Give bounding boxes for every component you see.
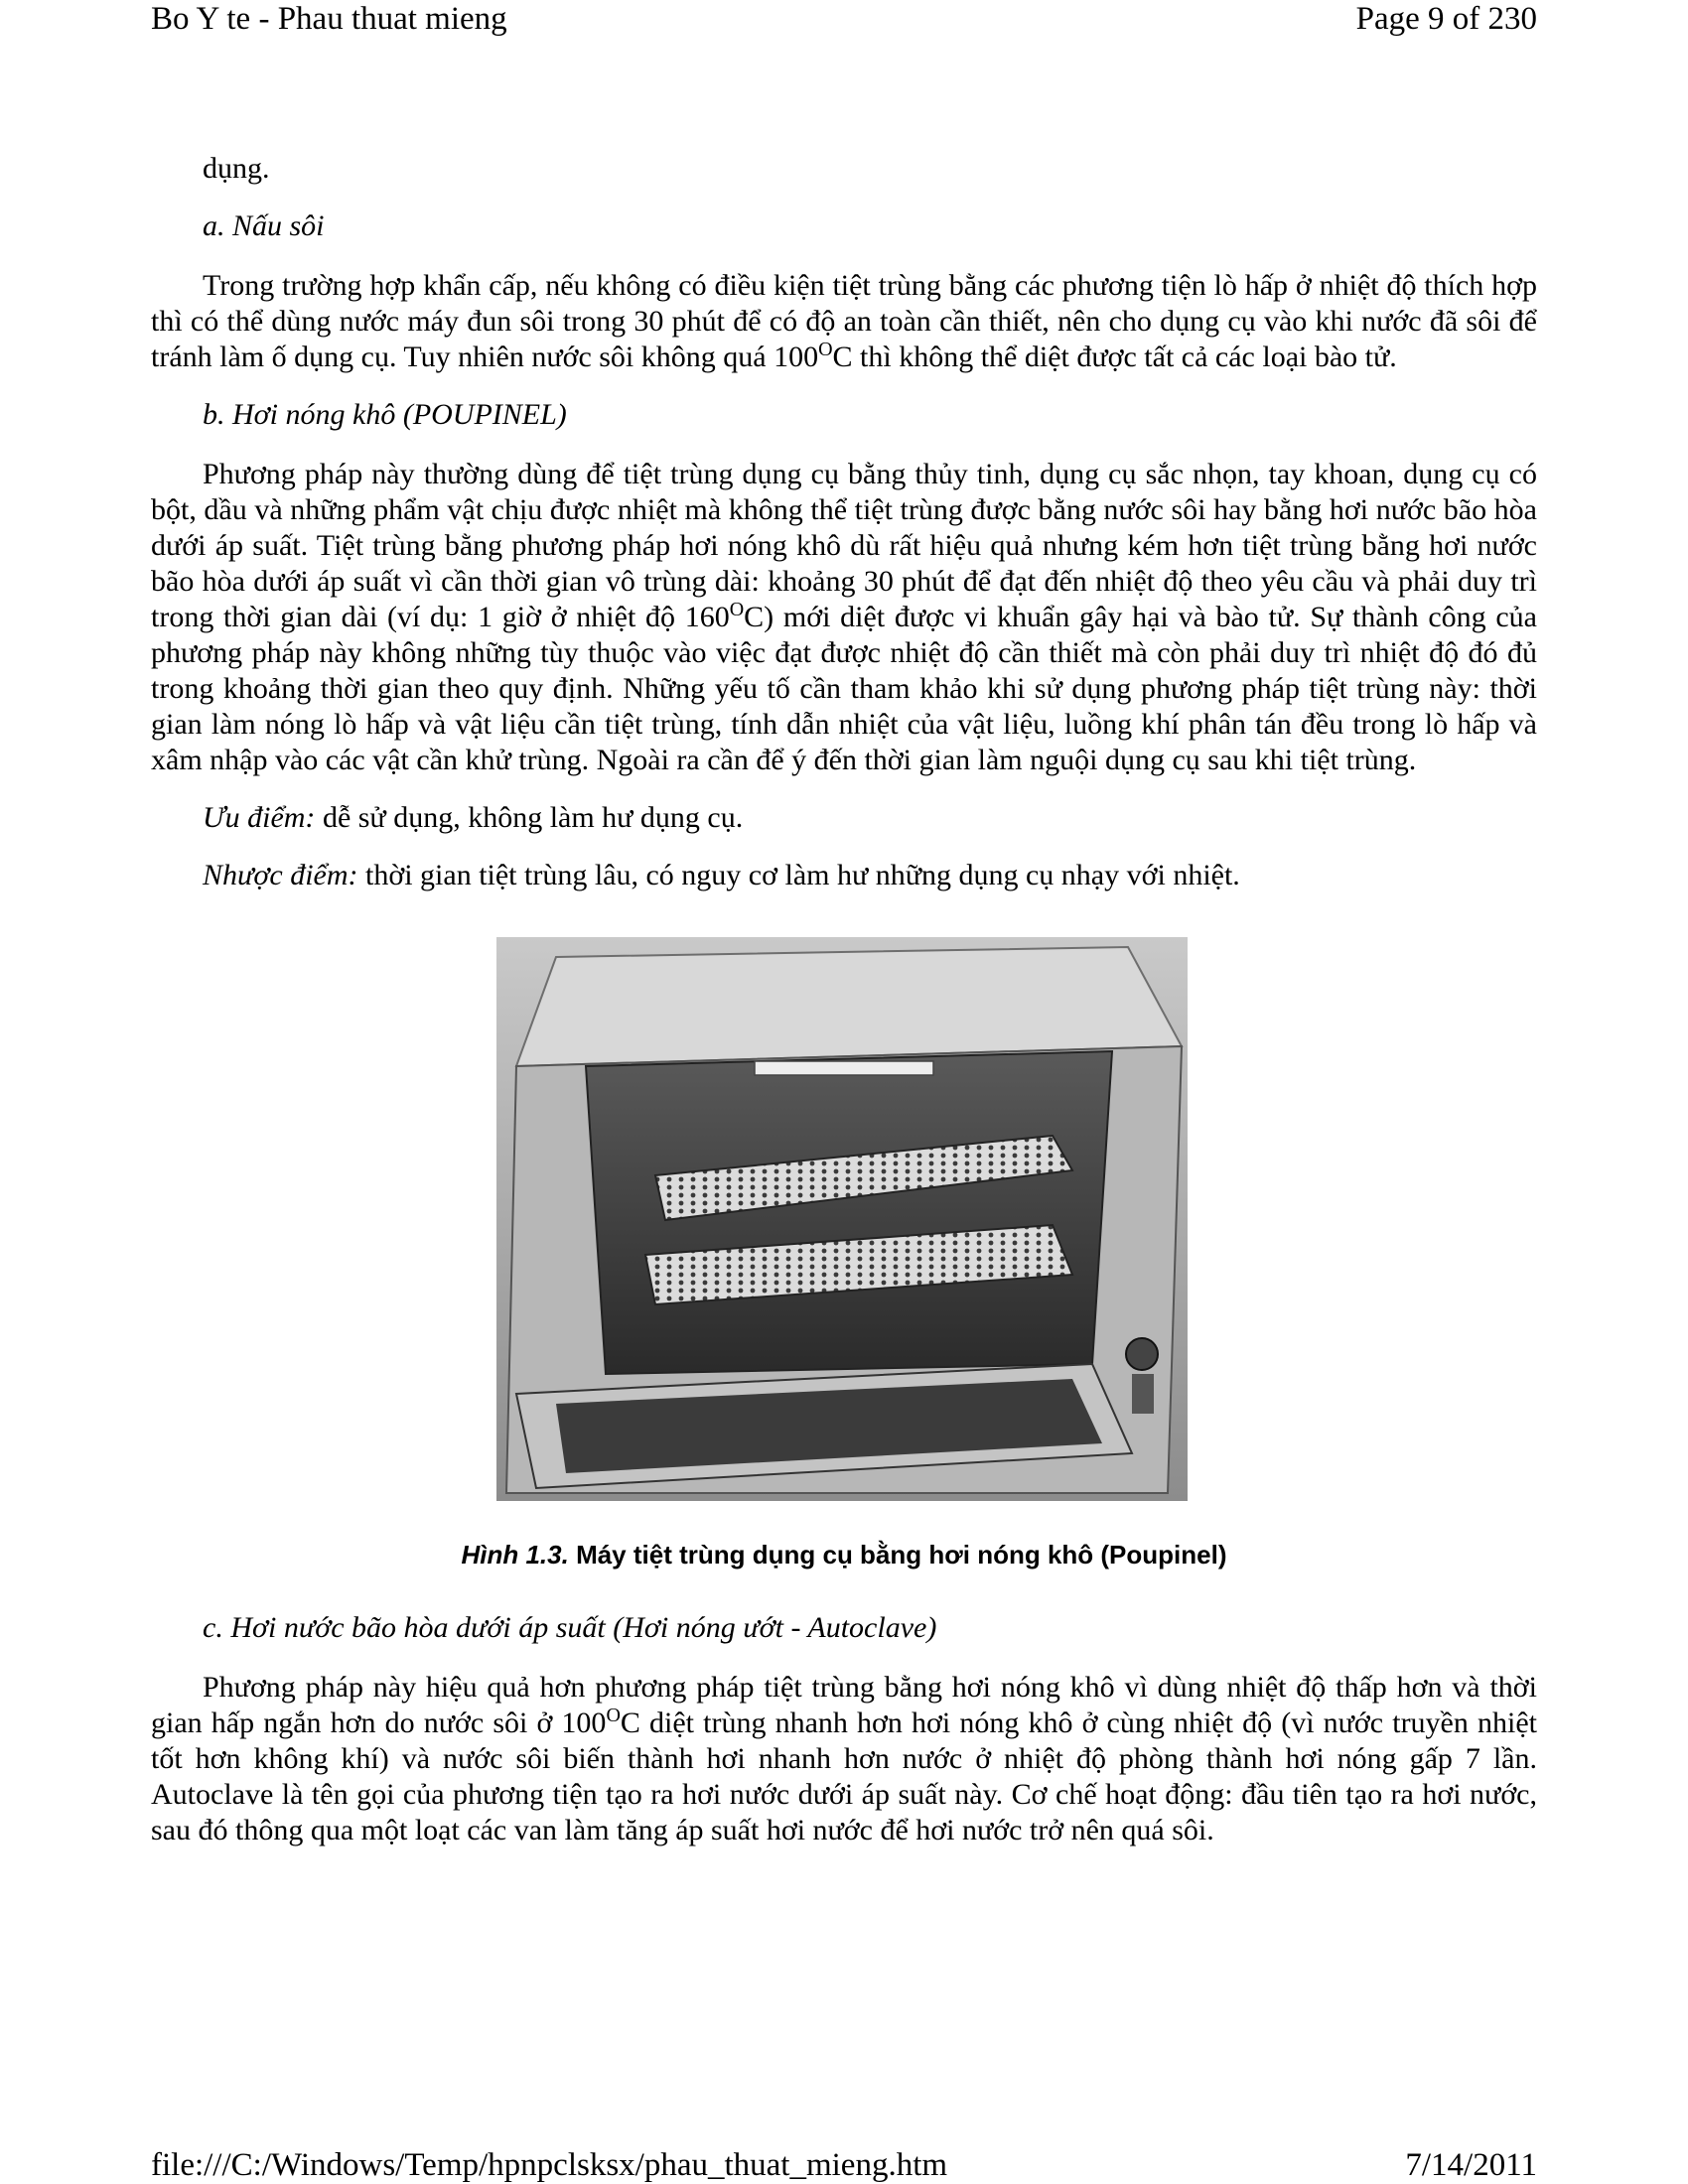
paragraph-dry-heat: Phương pháp này thường dùng để tiệt trùng dụng cụ bằng thủy tinh, dụng cụ sắc nhọn, tay khoan, dụng cụ có bột, dầu và những phẩm vật chịu được nhiệt mà không thể tiệt trùng được bằng nước sôi hay bằng hơi nước bão hòa dưới áp suất. Tiệt trùng bằng phương pháp hơi nóng khô dù rất hiệu quả nhưng kém hơn tiệt trùng bằng hơi nước bão hòa dưới áp suất vì cần thời gian vô trùng dài: khoảng 30 phút để đạt đến nhiệt độ theo yêu cầu và phải duy trì trong thời gian dài (ví dụ: 1 giờ ở nhiệt độ $160^OC$) mới diệt được vi khuẩn gây hại và bào tử. Sự thành công của phương pháp này không những tùy thuộc vào việc đạt được nhiệt độ cần thiết mà còn phải duy trì nhiệt độ đó đủ trong khoảng thời gian theo quy định. Những yếu tố cần tham khảo khi sử dụng phương pháp tiệt trùng này: thời gian làm nóng lò hấp và vật liệu cần tiệt trùng, tính dẫn nhiệt của vật liệu, luồng khí phân tán đều trong lò hấp và xâm nhập vào các vật cần khử trùng. Ngoài ra cần để ý đến thời gian làm nguội dụng cụ sau khi tiệt trùng.	[151, 458, 1537, 776]
section-heading-b: b. Hơi nóng khô (POUPINEL)	[203, 398, 567, 431]
section-heading-a: a. Nấu sôi	[203, 209, 325, 242]
sterilizer-illustration	[496, 937, 1188, 1501]
figure-caption: Hình 1.3. Máy tiệt trùng dụng cụ bằng hơi nóng khô (Poupinel)	[461, 1540, 1227, 1570]
print-date: 7/14/2011	[1405, 2147, 1537, 2183]
page-header-title: Bo Y te - Phau thuat mieng	[151, 1, 507, 37]
document-body	[151, 151, 1537, 1848]
section-heading-c: c. Hơi nước bão hòa dưới áp suất (Hơi nóng ướt - Autoclave)	[203, 1611, 937, 1644]
continuation-line: dụng.	[203, 152, 270, 185]
disadvantages-line: Nhược điểm: thời gian tiệt trùng lâu, có nguy cơ làm hư những dụng cụ nhạy với nhiệt.	[203, 859, 1240, 891]
paragraph-autoclave: Phương pháp này hiệu quả hơn phương pháp tiệt trùng bằng hơi nóng khô vì dùng nhiệt độ thấp hơn và thời gian hấp ngắn hơn do nước sôi ở $100^OC$ diệt trùng nhanh hơn hơi nóng khô ở cùng nhiệt độ (vì nước truyền nhiệt tốt hơn không khí) và nước sôi biến thành hơi nhanh hơn nước ở nhiệt độ phòng thành hơi nóng gấp 7 lần. Autoclave là tên gọi của phương tiện tạo ra hơi nước dưới áp suất này. Cơ chế hoạt động: đầu tiên tạo ra hơi nước, sau đó thông qua một loạt các van làm tăng áp suất hơi nước để hơi nước trở nên quá sôi.	[151, 1671, 1537, 1846]
advantages-line: Ưu điểm: dễ sử dụng, không làm hư dụng cụ.	[203, 801, 744, 834]
file-path: file:///C:/Windows/Temp/hpnpclsksx/phau_thuat_mieng.htm	[151, 2147, 948, 2183]
page-number: Page 9 of 230	[1355, 1, 1537, 37]
poupinel-photo	[496, 937, 1188, 1501]
paragraph-boiling: Trong trường hợp khẩn cấp, nếu không có điều kiện tiệt trùng bằng các phương tiện lò hấp ở nhiệt độ thích hợp thì có thể dùng nước máy đun sôi trong 30 phút để có độ an toàn cần thiết, nên cho dụng cụ vào khi nước đã sôi để tránh làm ố dụng cụ. Tuy nhiên nước sôi không quá $100^OC$ thì không thể diệt được tất cả các loại bào tử.	[151, 269, 1537, 373]
